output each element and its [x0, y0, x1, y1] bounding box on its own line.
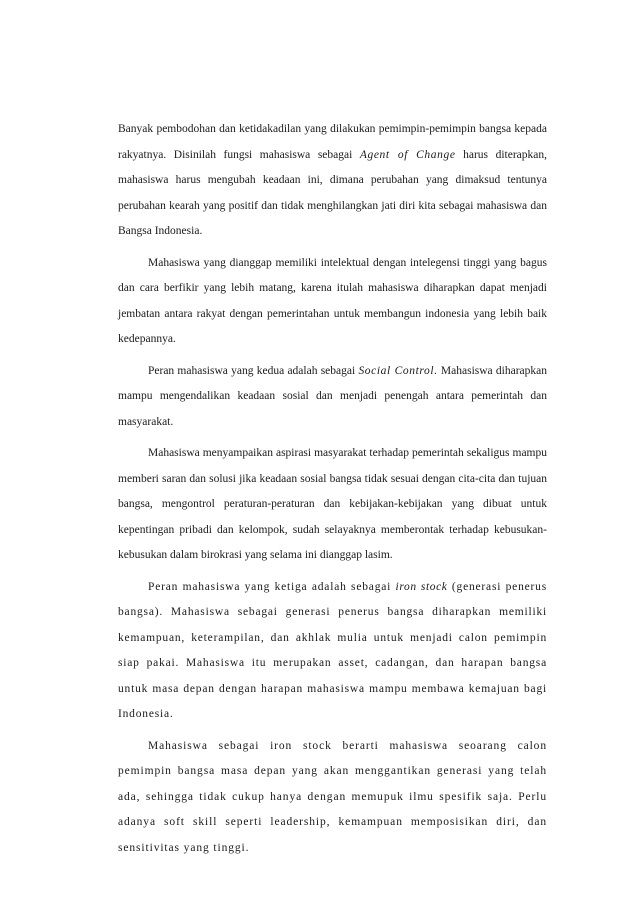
- paragraph-text: Peran mahasiswa yang ketiga adalah sebagai: [148, 580, 396, 593]
- paragraph-aspirations: [118, 441, 547, 569]
- paragraph-social-control: [118, 359, 547, 436]
- paragraph-intellectual: [118, 251, 547, 353]
- paragraph-text: Peran mahasiswa yang kedua adalah sebagai: [148, 364, 359, 377]
- italic-term-agent-of-change: Agent of Change: [359, 148, 456, 161]
- paragraph-text: Banyak pembodohan dan ketidakadilan yang dilakukan pemimpin-pemimpin bangsa kepada rakyatnya. Disinilah fungsi mahasiswa sebagai: [118, 123, 547, 161]
- paragraph-text: Mahasiswa menyampaikan aspirasi masyarakat terhadap pemerintah sekaligus mampu memberi saran dan solusi jika keadaan sosial bangsa tidak sesuai dengan cita-cita dan tujuan bangsa, mengontrol peraturan-peraturan dan kebijakan-kebijakan yang dibuat untuk kepentingan pribadi dan kelompok, sudah selayaknya memberontak terhadap kebusukan-kebusukan dalam birokrasi yang selama ini dianggap lasim.: [118, 447, 547, 561]
- paragraph-text: harus diterapkan, mahasiswa harus mengubah keadaan ini, dimana perubahan yang dimaksud tentunya perubahan kearah yang positif dan tidak menghilangkan jati diri kita sebagai mahasiswa dan Bangsa Indonesia.: [118, 148, 547, 237]
- italic-term-social-control: Social Control.: [358, 364, 438, 377]
- paragraph-text: Mahasiswa diharapkan mampu mengendalikan keadaan sosial dan menjadi penengah antara pemerintah dan masyarakat.: [118, 364, 547, 428]
- paragraph-agent-of-change: [118, 117, 547, 245]
- document-body: [118, 117, 547, 867]
- paragraph-iron-stock: [118, 575, 547, 728]
- italic-term-iron-stock: iron stock: [395, 580, 448, 593]
- paragraph-text: (generasi penerus bangsa). Mahasiswa sebagai generasi penerus bangsa diharapkan memiliki kemampuan, keterampilan, dan akhlak mulia untuk menjadi calon pemimpin siap pakai. Mahasiswa itu merupakan asset, cadangan, dan harapan bangsa untuk masa depan dengan harapan mahasiswa mampu membawa kemajuan bagi Indonesia.: [118, 580, 547, 720]
- paragraph-future-leaders: [118, 734, 547, 862]
- paragraph-text: Mahasiswa yang dianggap memiliki intelektual dengan intelegensi tinggi yang bagus dan cara berfikir yang lebih matang, karena itulah mahasiswa diharapkan dapat menjadi jembatan antara rakyat dengan pemerintahan untuk membangun indonesia yang lebih baik kedepannya.: [118, 256, 547, 345]
- paragraph-text: Mahasiswa sebagai iron stock berarti mahasiswa seoarang calon pemimpin bangsa masa depan yang akan menggantikan generasi yang telah ada, sehingga tidak cukup hanya dengan memupuk ilmu spesifik saja. Perlu adanya soft skill seperti leadership, kemampuan memposisikan diri, dan sensitivitas yang tinggi.: [118, 739, 547, 854]
